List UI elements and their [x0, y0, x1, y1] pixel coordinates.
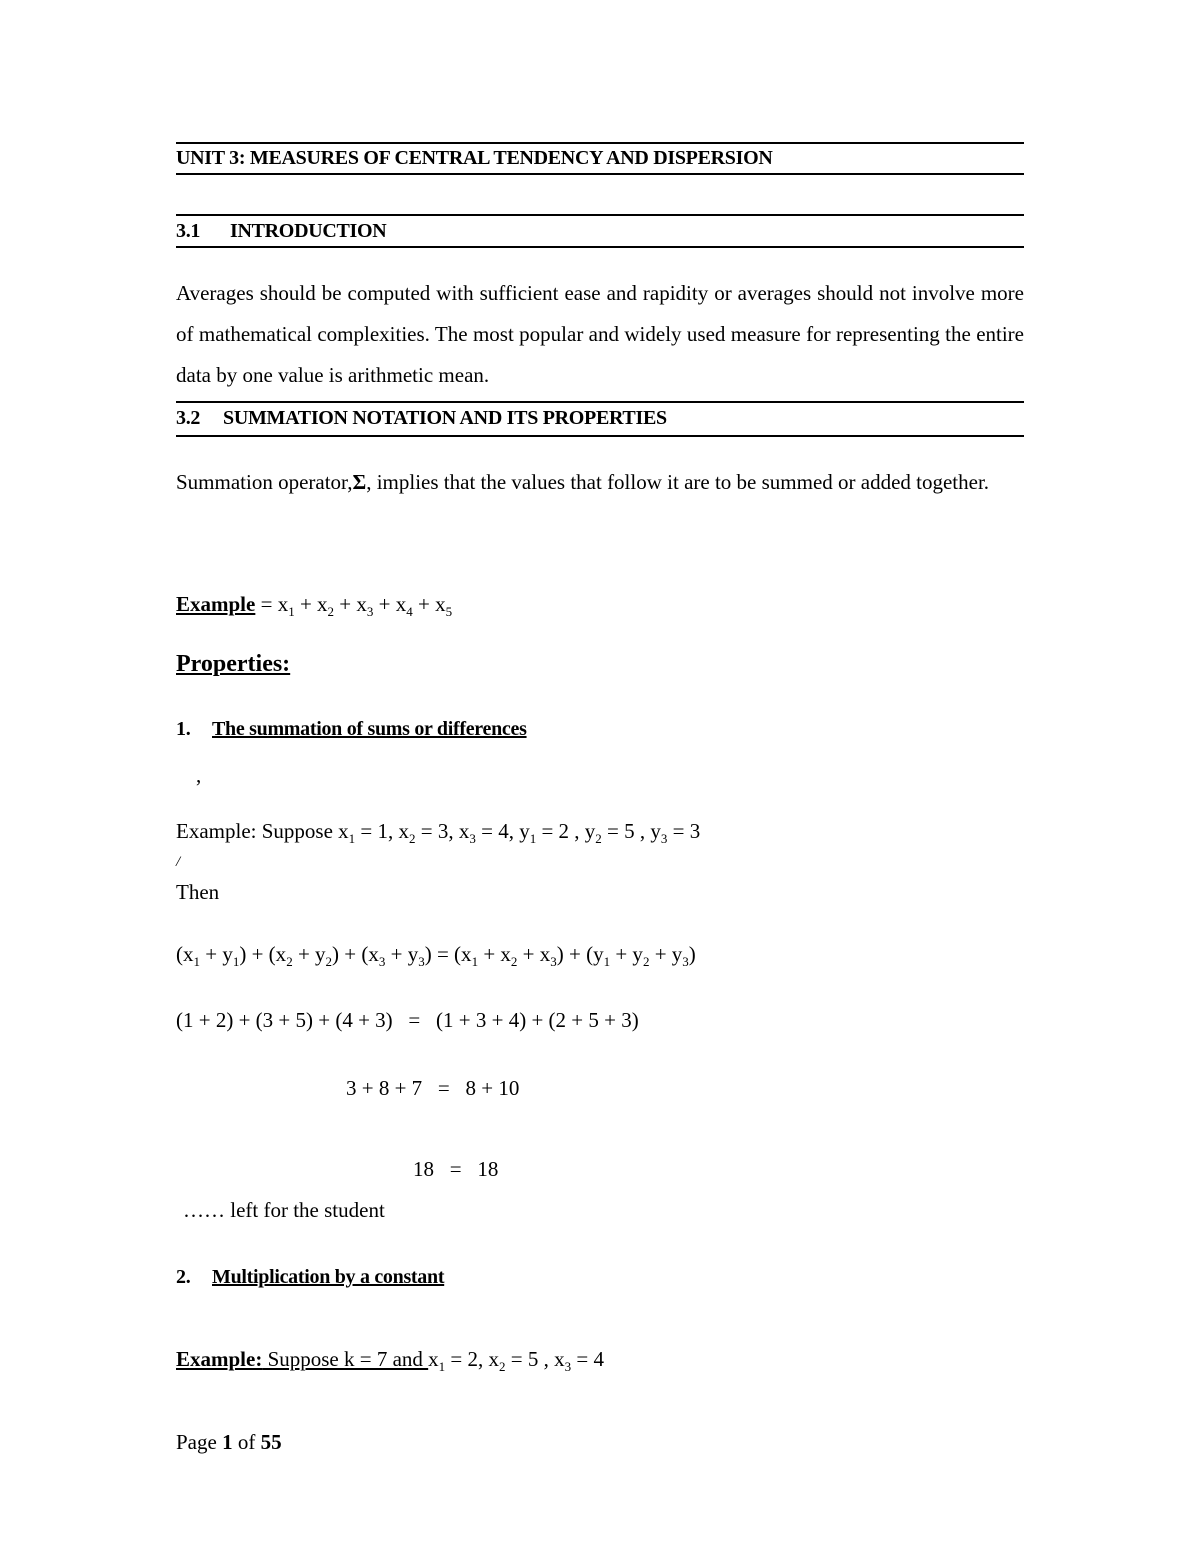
section-2-rule-top	[176, 401, 1024, 403]
summation-paragraph	[176, 462, 1024, 503]
example-1-equals: =	[255, 592, 278, 616]
example-1-term: $x_2$	[317, 592, 335, 619]
then-label: Then	[176, 880, 220, 904]
stray-slash-mark: /	[176, 854, 181, 870]
intro-paragraph: Averages should be computed with sufficient ease and rapidity or averages should not involve more of mathematical complexities. The most popular and widely used measure for representing the entire data by one value is arithmetic mean.	[176, 281, 1024, 387]
heading-rule-top	[176, 142, 1024, 144]
sigma-symbol: Σ	[352, 470, 367, 494]
example-1-label: Example	[176, 592, 256, 616]
property-1-title: The summation of sums or differences	[212, 718, 527, 740]
section-1-rule-bottom	[176, 246, 1024, 248]
section-2-number: 3.2	[176, 407, 201, 429]
summation-text-before: Summation operator,	[176, 470, 353, 494]
property-1-example-line: Example: Suppose $x_1 = 1$, $x_2 = 3$, $x_3 = 4$, $y_1 = 2$ , $y_2 = 5$ , $y_3 = 3$	[176, 819, 701, 846]
equation-result: 18 = 18	[413, 1157, 499, 1181]
property-2-number: 2.	[176, 1266, 191, 1288]
section-1-rule-top	[176, 214, 1024, 216]
page-number-footer: Page 1 of 55	[176, 1430, 282, 1454]
total-pages: 55	[260, 1430, 282, 1454]
example-1-term: $x_5$	[435, 592, 453, 619]
stray-comma-mark: ,	[196, 763, 202, 787]
left-for-student-note: …… left for the student	[183, 1198, 385, 1222]
section-2-rule-bottom	[176, 435, 1024, 437]
section-2-title: SUMMATION NOTATION AND ITS PROPERTIES	[223, 407, 667, 429]
property-2-title: Multiplication by a constant	[212, 1266, 445, 1288]
unit-heading: UNIT 3: MEASURES OF CENTRAL TENDENCY AND DISPERSION	[176, 147, 773, 169]
property-2-example-label: Example:	[176, 1347, 263, 1371]
equation-numeric: (1 + 2) + (3 + 5) + (4 + 3) = (1 + 3 + 4) + (2 + 5 + 3)	[176, 1008, 639, 1032]
equation-symbolic: $(x_1 + y_1) + (x_2 + y_2) + (x_3 + y_3) = (x_1 + x_2 + x_3) + (y_1 + y_2 + y_3)$	[176, 942, 696, 969]
property-2-example-line: Example: Suppose k = 7 and $x_1 = 2$, $x_2 = 5$ , $x_3 = 4$	[176, 1347, 604, 1374]
example-1-term: $x_4$	[395, 592, 413, 619]
heading-rule-bottom	[176, 173, 1024, 175]
section-1-number: 3.1	[176, 220, 201, 242]
example-1-term: $x_1$	[277, 592, 295, 619]
property-1-number: 1.	[176, 718, 191, 740]
example-1-term: $x_3$	[356, 592, 374, 619]
example-1-line: Example = $x_1 + x_2 + x_3 + x_4 + x_5$	[176, 592, 453, 619]
equation-sum: 3 + 8 + 7 = 8 + 10	[346, 1076, 520, 1100]
current-page: 1	[222, 1430, 233, 1454]
summation-text-after: , implies that the values that follow it are to be summed or added together.	[366, 470, 990, 494]
section-1-title: INTRODUCTION	[230, 220, 387, 242]
properties-heading: Properties:	[176, 651, 291, 677]
